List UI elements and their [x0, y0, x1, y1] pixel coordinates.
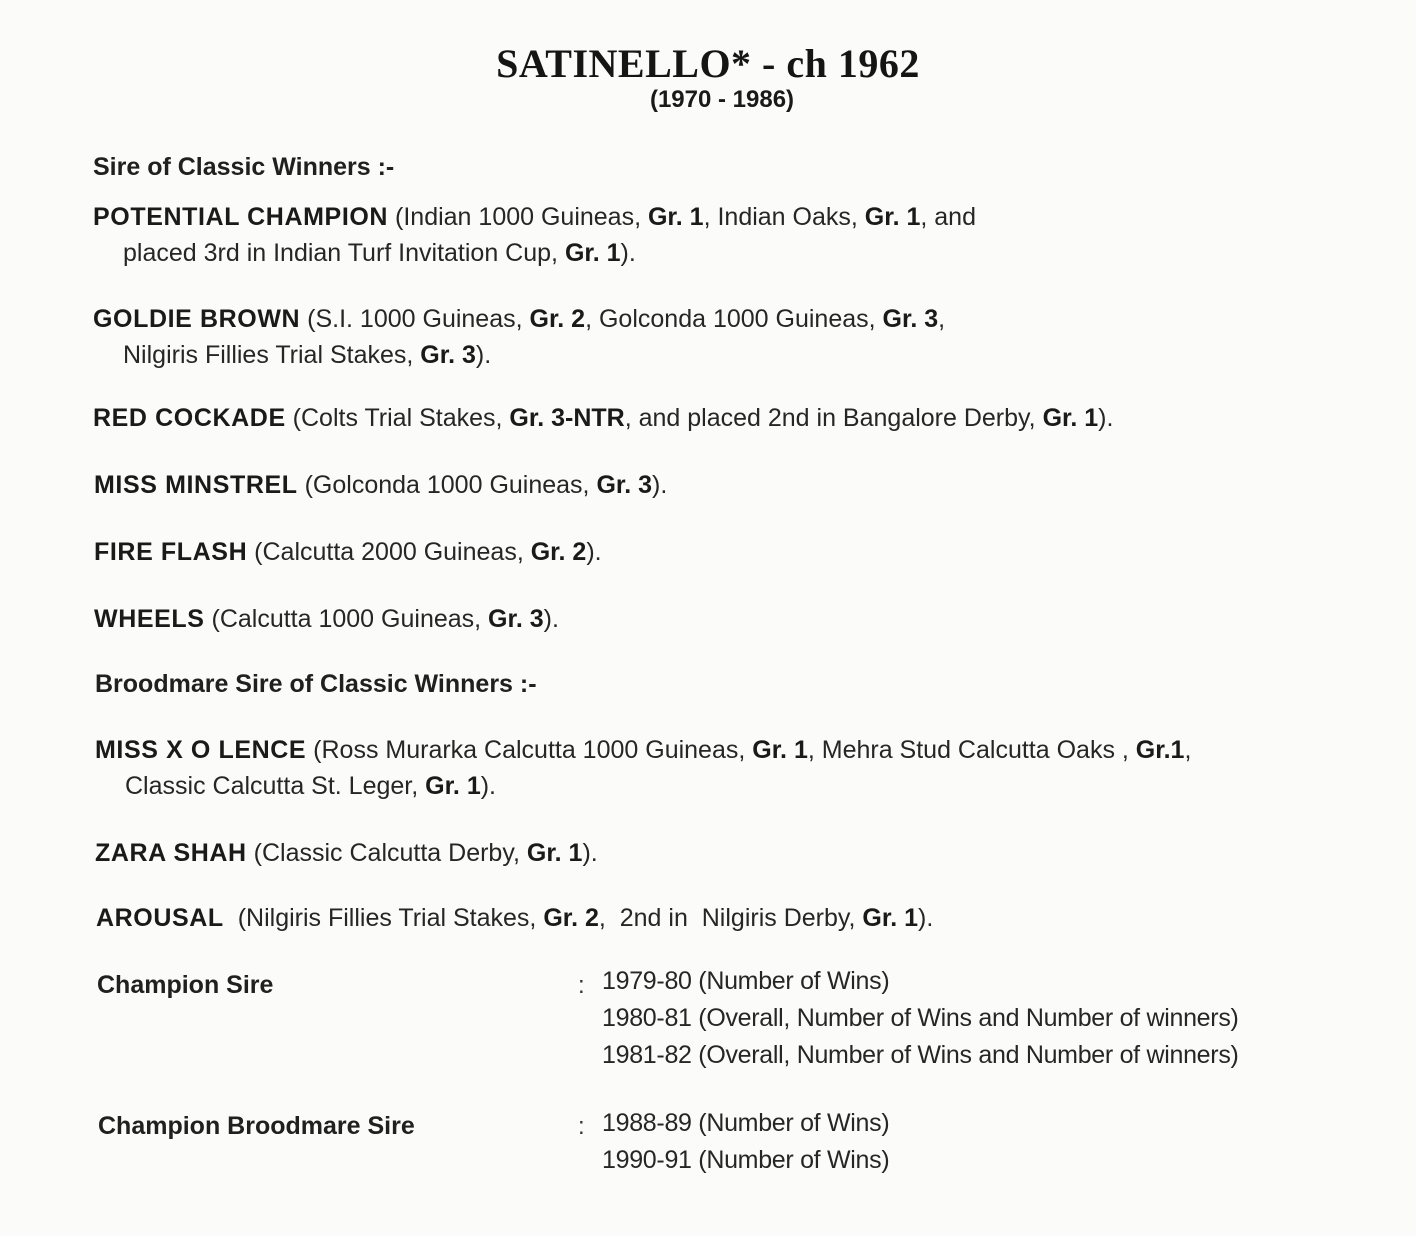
horse-name: WHEELS	[94, 605, 205, 633]
sire-entry-wheels: WHEELS (Calcutta 1000 Guineas, Gr. 3).	[94, 605, 559, 633]
stud-years: (1970 - 1986)	[649, 86, 795, 113]
horse-name: AROUSAL	[96, 904, 224, 932]
champion-broodmare-sire-year: 1988-89 (Number of Wins)	[602, 1109, 890, 1137]
sire-entry-potential-champion: POTENTIAL CHAMPION (Indian 1000 Guineas, Gr. 1, Indian Oaks, Gr. 1, and placed 3rd in Indian Turf Invitation Cup, Gr. 1).	[93, 203, 976, 267]
champion-sire-year: 1980-81 (Overall, Number of Wins and Number of winners)	[602, 1004, 1239, 1032]
horse-name: RED COCKADE	[93, 404, 286, 432]
champion-broodmare-sire-year: 1990-91 (Number of Wins)	[602, 1146, 890, 1174]
horse-name: MISS MINSTREL	[94, 471, 298, 499]
champion-sire-year: 1979-80 (Number of Wins)	[602, 967, 890, 995]
champion-sire-label: Champion Sire	[97, 971, 274, 999]
champion-broodmare-sire-colon: :	[578, 1113, 585, 1140]
horse-name: MISS X O LENCE	[95, 736, 307, 764]
sire-entry-fire-flash: FIRE FLASH (Calcutta 2000 Guineas, Gr. 2).	[94, 538, 602, 566]
broodmare-entry-miss-x-o-lence: MISS X O LENCE (Ross Murarka Calcutta 1000 Guineas, Gr. 1, Mehra Stud Calcutta Oaks , Gr.1, Classic Calcutta St. Leger, Gr. 1).	[95, 736, 1192, 800]
horse-name: GOLDIE BROWN	[93, 305, 301, 333]
sire-heading: Sire of Classic Winners :-	[93, 153, 395, 181]
champion-sire-colon: :	[578, 972, 585, 999]
champion-sire-years	[602, 963, 1239, 1074]
champion-sire-year: 1981-82 (Overall, Number of Wins and Number of winners)	[602, 1041, 1239, 1069]
page-title: SATINELLO* - ch 1962	[496, 41, 920, 86]
horse-name: ZARA SHAH	[95, 839, 247, 867]
horse-name: POTENTIAL CHAMPION	[93, 203, 389, 231]
broodmare-entry-arousal: AROUSAL (Nilgiris Fillies Trial Stakes, Gr. 2, 2nd in Nilgiris Derby, Gr. 1).	[96, 904, 934, 932]
champion-broodmare-sire-years	[602, 1105, 889, 1179]
broodmare-heading: Broodmare Sire of Classic Winners :-	[95, 670, 537, 698]
sire-entry-red-cockade: RED COCKADE (Colts Trial Stakes, Gr. 3-NTR, and placed 2nd in Bangalore Derby, Gr. 1).	[93, 404, 1114, 432]
sire-entry-miss-minstrel: MISS MINSTREL (Golconda 1000 Guineas, Gr. 3).	[94, 471, 668, 499]
champion-broodmare-sire-label: Champion Broodmare Sire	[98, 1112, 415, 1140]
sire-entry-goldie-brown: GOLDIE BROWN (S.I. 1000 Guineas, Gr. 2, Golconda 1000 Guineas, Gr. 3, Nilgiris Fillies Trial Stakes, Gr. 3).	[93, 305, 946, 369]
broodmare-entry-zara-shah: ZARA SHAH (Classic Calcutta Derby, Gr. 1).	[95, 839, 598, 867]
horse-name: FIRE FLASH	[94, 538, 248, 566]
